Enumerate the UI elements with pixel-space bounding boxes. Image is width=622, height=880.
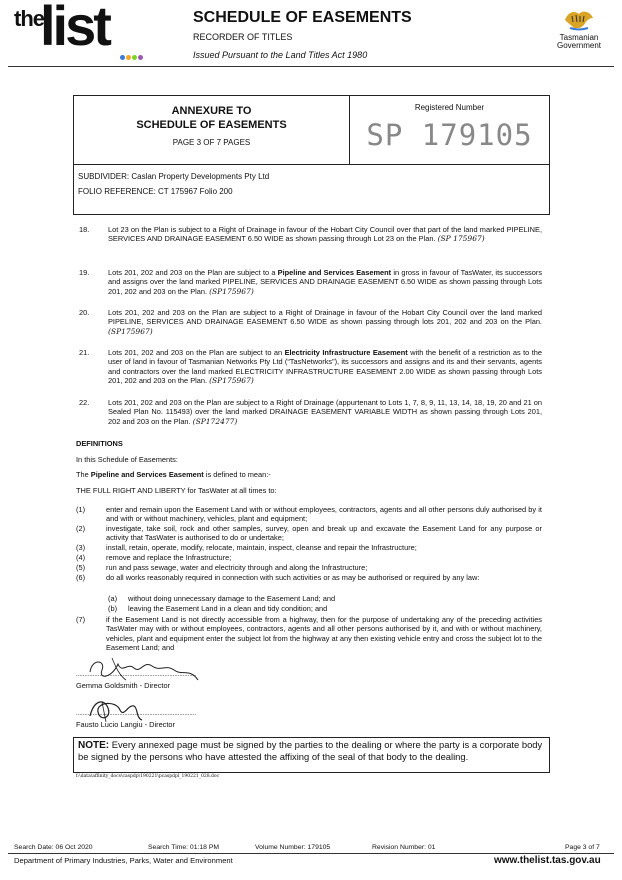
easement-paragraph: [108, 398, 542, 426]
paragraph-text: Lots 201, 202 and 203 on the Plan are subject to a Right of Drainage (appurtenant to Lots 1, 7, 8, 9, 11, 13, 14, 18, 19, 20 and 21 on Sealed Plan No. 115493) over the land marked DRAINAGE EASEMENT VARIABLE WIDTH as shown passing through Lots 201, 202 and 203 on the Plan.: [108, 398, 542, 426]
subdivider: SUBDIVIDER: Caslan Property Developments Pty Ltd: [78, 172, 270, 181]
logo-the: the: [14, 6, 44, 31]
govt-line2: Government: [556, 41, 602, 51]
note-label: NOTE:: [78, 740, 110, 751]
definition-statement: [76, 470, 271, 479]
logo-dot: [138, 55, 143, 60]
item-number: (6): [76, 573, 86, 582]
subitem-number: (a): [108, 594, 118, 603]
para-number: 22.: [79, 398, 90, 407]
logo-dots: [120, 47, 144, 65]
registered-number-label: Registered Number: [414, 103, 485, 112]
volume-number: Volume Number: 179105: [255, 844, 331, 851]
search-time: Search Time: 01:18 PM: [148, 844, 220, 851]
para-number: 20.: [79, 308, 90, 317]
full-right-statement: THE FULL RIGHT AND LIBERTY for TasWater at all times to:: [76, 486, 277, 495]
definition-item: remove and replace the Infrastructure;: [106, 553, 232, 562]
annexure-box: [73, 95, 550, 215]
paragraph-bold: Electricity Infrastructure Easement: [284, 348, 408, 357]
tasmanian-tiger-emblem-icon: [562, 6, 596, 32]
paragraph-text: Lots 201, 202 and 203 on the Plan are subject to a: [108, 268, 278, 277]
handwritten-note: (SP 175967): [437, 234, 485, 244]
paragraph-text: Lot 23 on the Plan is subject to a Right of Drainage in favour of the Hobart City Council over that part of the land marked PIPELINE, SERVICES AND DRAINAGE EASEMENT 6.50 WIDE as shown passing through Lot 23 on the Plan.: [108, 225, 542, 244]
definition-bold: Pipeline and Services Easement: [90, 470, 204, 479]
revision-number: Revision Number: 01: [372, 844, 436, 851]
govt-line1: Tasmanian: [559, 33, 599, 42]
signature-line: ........................................................................: [76, 711, 197, 717]
definition-item: enter and remain upon the Easement Land with or without employees, contractors, agents and all other persons duly authorised by it and with or without machinery, vehicles, plant and equipment;: [106, 505, 542, 524]
handwritten-note: (SP175967): [108, 326, 153, 336]
note-body: Every annexed page must be signed by the parties to the dealing or where the party is a corporate body be signed by the persons who have attested the affixing of the seal of that body to the dealing.: [78, 739, 543, 762]
subitem-number: (b): [108, 604, 118, 613]
page-number: Page 3 of 7: [565, 844, 600, 851]
item-number: (2): [76, 524, 86, 533]
item-number: (1): [76, 505, 86, 514]
paragraph-text: Lots 201, 202 and 203 on the Plan are subject to an: [108, 348, 285, 357]
search-date: Search Date: 06 Oct 2020: [14, 844, 93, 851]
easement-paragraph: [108, 348, 542, 385]
definitions-intro: In this Schedule of Easements:: [76, 455, 178, 464]
signature-line: ........................................................................: [76, 672, 197, 678]
annexure-title-line2: SCHEDULE OF EASEMENTS: [136, 119, 287, 132]
document-title: SCHEDULE OF EASEMENTS: [193, 9, 412, 26]
logo-dot: [126, 55, 131, 60]
paragraph-text: in gross in favour of TasWater, its successors and assigns over the land marked PIPELINE, SERVICES AND DRAINAGE EASEMENT 6.50 WIDE as shown passing through Lots 201, 202 and 203 on the Plan.: [108, 268, 543, 296]
subitem-text: leaving the Easement Land in a clean and tidy condition; and: [128, 604, 328, 613]
note-text: [78, 739, 544, 762]
handwritten-note: (SP172477): [192, 416, 238, 426]
logo-dot: [120, 55, 125, 60]
para-number: 21.: [79, 348, 90, 357]
director-name: Fausto Lucio Langiu - Director: [76, 720, 176, 729]
note-box: [73, 737, 550, 773]
item-number: (5): [76, 563, 86, 572]
page-info: PAGE 3 OF 7 PAGES: [172, 138, 251, 147]
handwritten-note: (SP175967): [209, 375, 254, 385]
definitions-heading: DEFINITIONS: [76, 439, 123, 448]
box-divider-horizontal: [74, 164, 549, 165]
website-link[interactable]: www.thelist.tas.gov.au: [494, 855, 601, 866]
easement-paragraph: [108, 225, 542, 244]
subitem-text: without doing unnecessary damage to the Easement Land; and: [128, 594, 336, 603]
definition-item: install, retain, operate, modify, relocate, maintain, inspect, cleanse and repair the Infrastructure;: [106, 543, 417, 552]
para-number: 18.: [79, 225, 90, 234]
item-number: (4): [76, 553, 86, 562]
folio-reference: FOLIO REFERENCE: CT 175967 Folio 200: [78, 187, 233, 196]
director-name: Gemma Goldsmith - Director: [76, 681, 171, 690]
easement-paragraph: [108, 268, 542, 296]
paragraph-text: with the benefit of a restriction as to the user of land in favour of Tasmanian Networks Pty Ltd (“TasNetworks”), its successors and assigns and its and their servants, agents and contractors over the land marked ELECTRICITY INFRASTRUCTURE EASEMENT 2.00 WIDE as shown passing through Lots 201, 202 and 203 on the Plan.: [108, 348, 542, 385]
logo-list: list: [40, 0, 109, 57]
department-name: Department of Primary Industries, Parks, Water and Environment: [14, 856, 233, 865]
annexure-title-line1: ANNEXURE TO: [171, 105, 252, 117]
footer-rule: [8, 853, 614, 854]
paragraph-text: Lots 201, 202 and 203 on the Plan are subject to a Right of Drainage in favour of the Hobart City Council over the land marked PIPELINE, SERVICES AND DRAINAGE EASEMENT 6.50 WIDE as shown passing through lots 201, 202 and 203 on the Plan.: [108, 308, 542, 327]
annexure-title: [74, 104, 349, 133]
definition-item: if the Easement Land is not directly accessible from a highway, then for the purpose of undertaking any of the preceding activities TasWater may with or without employees, contractors, agents and all other persons authorised by it, and with or without machinery, vehicles, plant and equipment enter the subject lot from the highway at any then existing vehicle entry and cross the subject lot to the Easement Land; and: [106, 615, 542, 652]
tasmanian-government-logo: [548, 6, 610, 51]
easement-paragraph: [108, 308, 542, 336]
definition-text: is defined to mean:-: [203, 470, 271, 479]
item-number: (7): [76, 615, 86, 624]
logo-dot: [132, 55, 137, 60]
paragraph-bold: Pipeline and Services Easement: [277, 268, 392, 277]
item-number: (3): [76, 543, 86, 552]
definition-text: The: [76, 470, 91, 479]
file-path: f:\data\affinity_docs\caspdp\190221\pcaspdpl_190221_028.doc: [76, 774, 220, 779]
document-subtitle: RECORDER OF TITLES: [193, 32, 293, 42]
signature-gemma-goldsmith: [82, 654, 202, 684]
header-rule: [8, 66, 614, 67]
registered-number-stamp: SP 179105: [366, 118, 533, 152]
definition-item: do all works reasonably required in connection with such activities or as may be authorised or required by any law:: [106, 573, 480, 582]
para-number: 19.: [79, 268, 90, 277]
definition-item: run and pass sewage, water and electricity through and along the Infrastructure;: [106, 563, 368, 572]
handwritten-note: (SP175967): [209, 286, 254, 296]
issued-statement: Issued Pursuant to the Land Titles Act 1980: [193, 50, 368, 60]
definition-item: investigate, take soil, rock and other samples, survey, open and break up and excavate the Easement Land for any purpose or activity that TasWater is authorised to do or undertake;: [106, 524, 542, 543]
